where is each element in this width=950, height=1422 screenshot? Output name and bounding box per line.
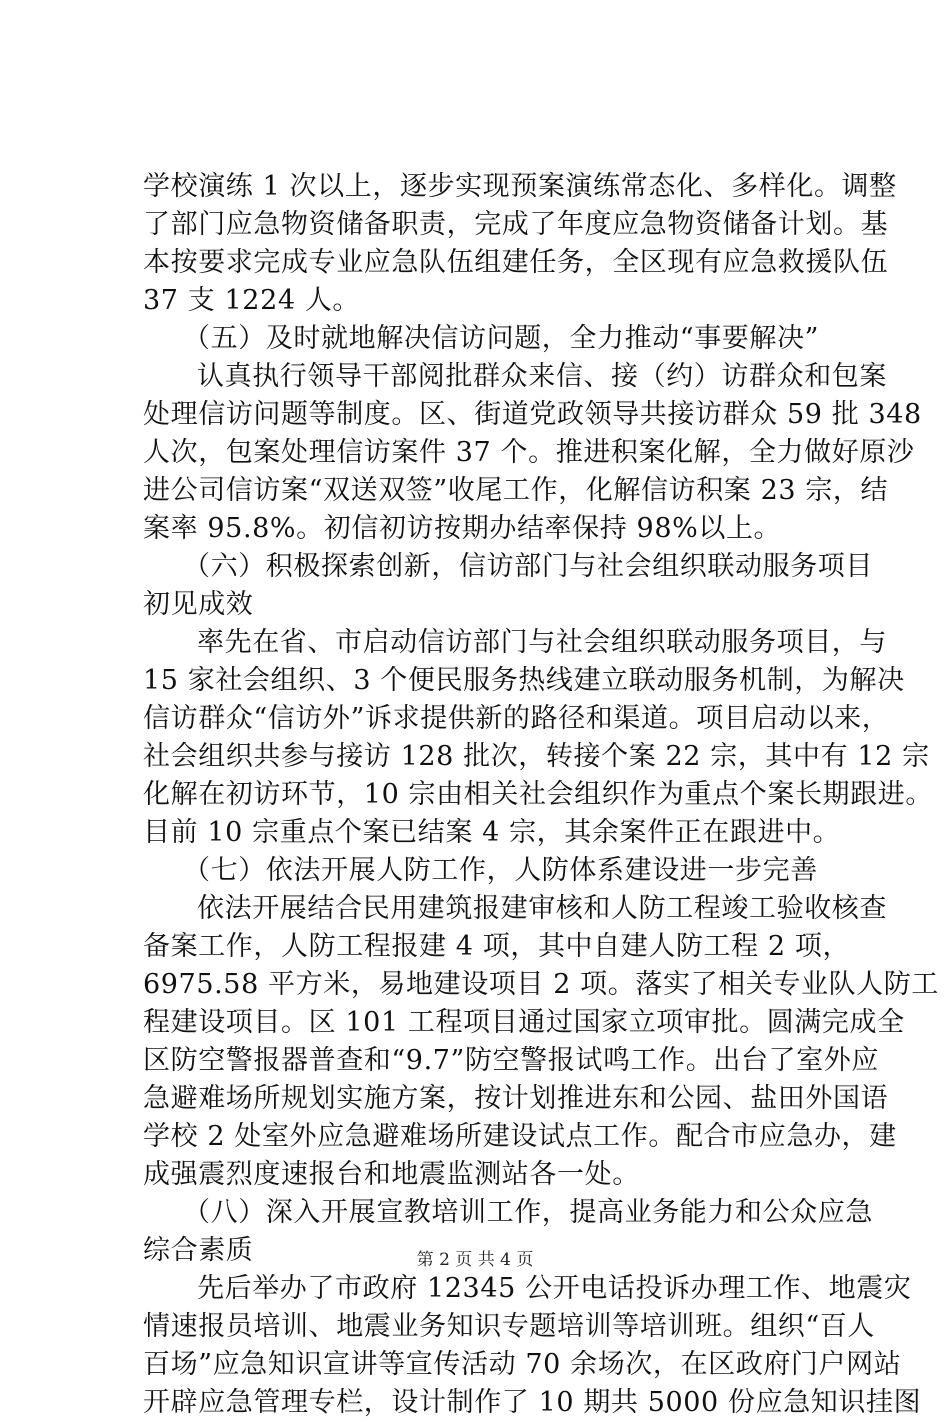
text-line: 认真执行领导干部阅批群众来信、接（约）访群众和包案 [197,361,887,392]
text-line: 本按要求完成专业应急队伍组建任务，全区现有应急救援队伍 [143,247,889,278]
text-line: 化解在初访环节，10 宗由相关社会组织作为重点个案长期跟进。 [143,779,933,810]
text-line: 百场”应急知识宣讲等宣传活动 70 余场次，在区政府门户网站 [143,1349,902,1380]
text-line: 37 支 1224 人。 [143,285,361,316]
text-line: 急避难场所规划实施方案，按计划推进东和公园、盐田外国语 [143,1083,889,1114]
text-line: 15 家社会组织、3 个便民服务热线建立联动服务机制，为解决 [143,665,905,696]
text-line: 社会组织共参与接访 128 批次，转接个案 22 宗，其中有 12 宗 [143,741,930,772]
section-heading-8-cont: 综合素质 [143,1235,254,1266]
text-line: 学校演练 1 次以上，逐步实现预案演练常态化、多样化。调整 [143,171,897,202]
text-line: 目前 10 宗重点个案已结案 4 宗，其余案件正在跟进中。 [143,817,841,848]
text-line: 先后举办了市政府 12345 公开电话投诉办理工作、地震灾 [197,1273,912,1304]
text-line: 进公司信访案“双送双签”收尾工作，化解信访积案 23 宗，结 [143,475,889,506]
text-line: 学校 2 处室外应急避难场所建设试点工作。配合市应急办，建 [143,1121,897,1152]
text-line: 信访群众“信访外”诉求提供新的路径和渠道。项目启动以来， [143,703,890,734]
section-heading-8: （八）深入开展宣教培训工作，提高业务能力和公众应急 [183,1197,873,1228]
text-line: 备案工作，人防工程报建 4 项，其中自建人防工程 2 项， [143,931,851,962]
text-line: 开辟应急管理专栏，设计制作了 10 期共 5000 份应急知识挂图 [143,1387,922,1418]
text-line: 依法开展结合民用建筑报建审核和人防工程竣工验收核查 [197,893,887,924]
section-heading-7: （七）依法开展人防工作，人防体系建设进一步完善 [183,855,818,886]
text-line: 人次，包案处理信访案件 37 个。推进积案化解，全力做好原沙 [143,437,915,468]
text-line: 6975.58 平方米，易地建设项目 2 项。落实了相关专业队人防工 [143,969,939,1000]
section-heading-6-cont: 初见成效 [143,589,254,620]
text-line: 了部门应急物资储备职责，完成了年度应急物资储备计划。基 [143,209,889,240]
text-line: 处理信访问题等制度。区、街道党政领导共接访群众 59 批 348 [143,399,922,430]
text-line: 程建设项目。区 101 工程项目通过国家立项审批。圆满完成全 [143,1007,905,1038]
text-line: 案率 95.8%。初信初访按期办结率保持 98%以上。 [143,513,782,544]
page-number: 第 2 页 共 4 页 [416,1250,534,1270]
text-line: 成强震烈度速报台和地震监测站各一处。 [143,1159,640,1190]
text-line: 情速报员培训、地震业务知识专题培训等培训班。组织“百人 [143,1311,876,1342]
section-heading-5: （五）及时就地解决信访问题，全力推动“事要解决” [183,323,820,354]
text-line: 率先在省、市启动信访部门与社会组织联动服务项目，与 [197,627,887,658]
section-heading-6: （六）积极探索创新，信访部门与社会组织联动服务项目 [183,551,873,582]
body-text [143,168,939,1422]
text-line: 区防空警报器普查和“9.7”防空警报试鸣工作。出台了室外应 [143,1045,879,1076]
